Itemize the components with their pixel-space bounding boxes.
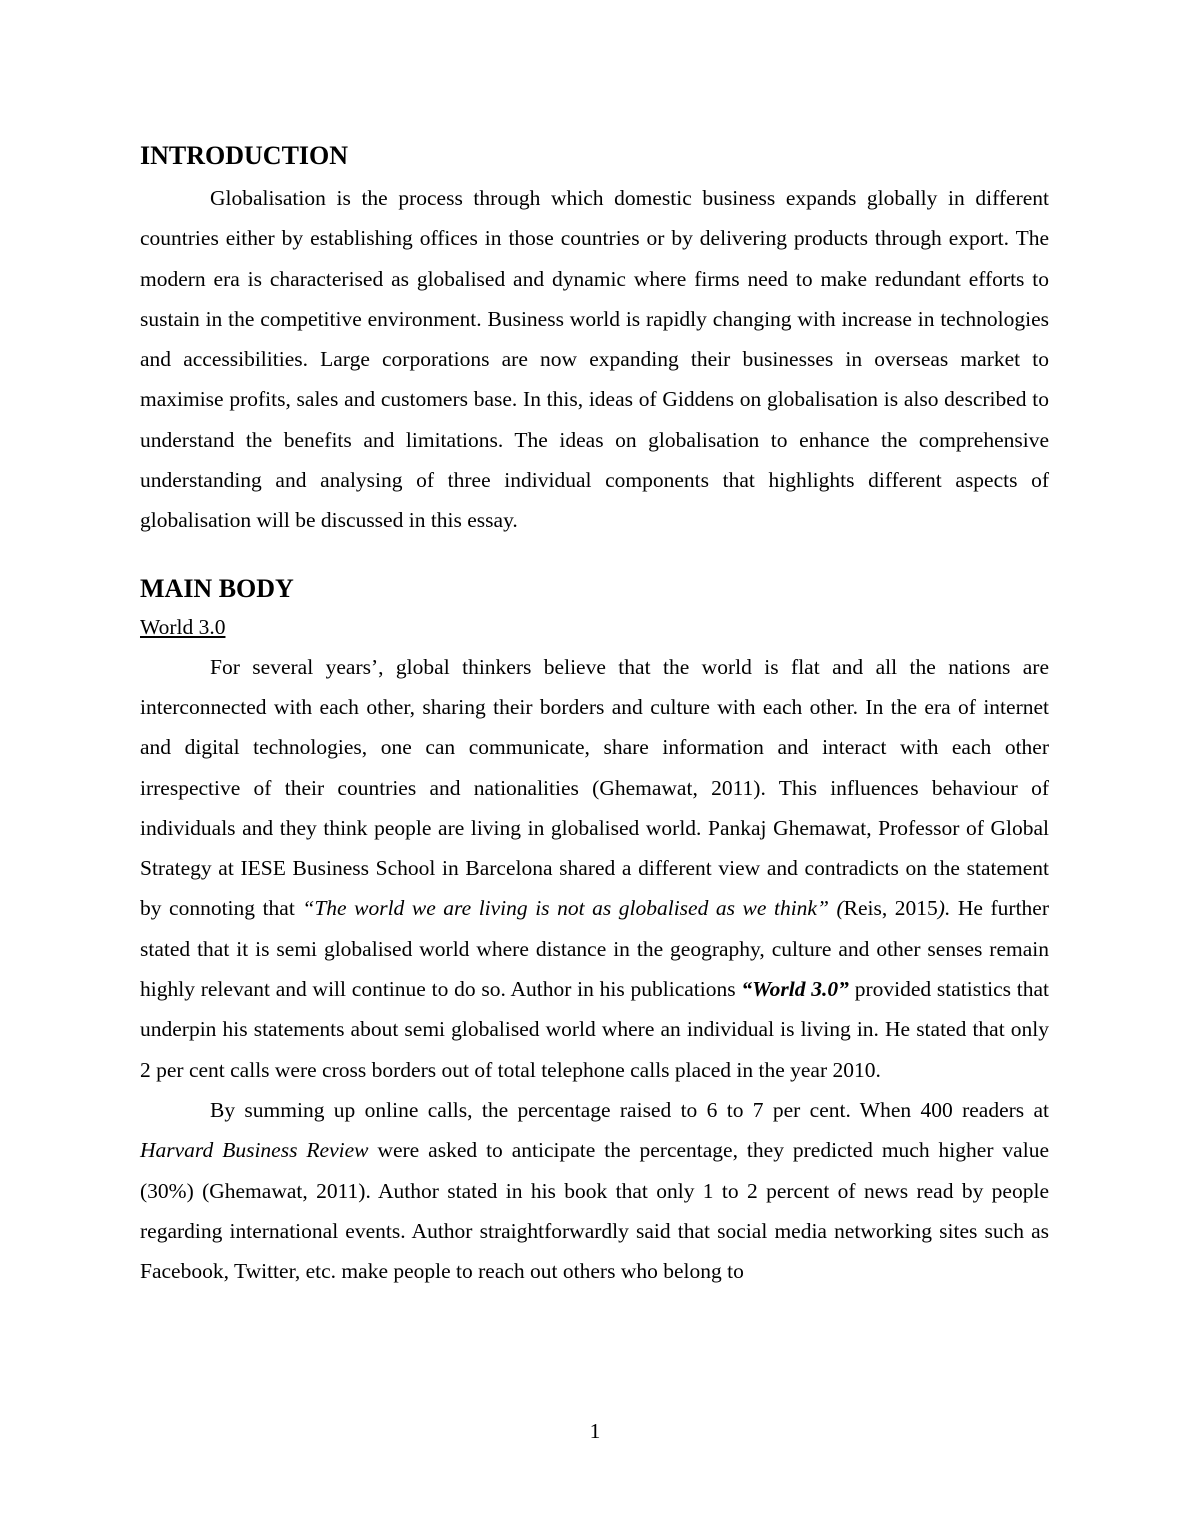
main-body-paragraph-1 — [140, 647, 1049, 1090]
p1-citation-close: ). — [937, 896, 951, 921]
p1-text-part2: He further stated that it is semi globalised world where distance in the geography, culture and other senses remain highly relevant and will continue to do so. Author in his publications — [140, 896, 1049, 1002]
p1-citation: Reis, 2015 — [843, 896, 938, 921]
p1-quote: “The world we are living is not as globalised as we think” ( — [302, 896, 844, 921]
world-3-subheading: World 3.0 — [140, 614, 226, 639]
p1-text-part1: For several years’, global thinkers believe that the world is flat and all the nations are interconnected with each other, sharing their borders and culture with each other. In the era of internet and digital technologies, one can communicate, share information and interact with each other irrespective of their countries and nationalities (Ghemawat, 2011). This influences behaviour of individuals and they think people are living in globalised world. Pankaj Ghemawat, Professor of Global Strategy at IESE Business School in Barcelona shared a different view and contradicts on the statement by connoting that — [140, 654, 1049, 921]
main-body-heading: MAIN BODY — [140, 573, 294, 603]
introduction-paragraph: Globalisation is the process through which domestic business expands globally in different countries either by establishing offices in those countries or by delivering products through export. The modern era is characterised as globalised and dynamic where firms need to make redundant efforts to sustain in the competitive environment. Business world is rapidly changing with increase in technologies and accessibilities. Large corporations are now expanding their businesses in overseas market to maximise profits, sales and customers base. In this, ideas of Giddens on globalisation is also described to understand the benefits and limitations. The ideas on globalisation to enhance the comprehensive understanding and analysing of three individual components that highlights different aspects of globalisation will be discussed in this essay. — [140, 186, 1049, 533]
p2-text-part2: were asked to anticipate the percentage, they predicted much higher value (30%) (Ghemawat, 2011). Author stated in his book that only 1 to 2 percent of news read by people regarding international events. Author straightforwardly said that social media networking sites such as Facebook, Twitter, etc. make people to reach out others who belong to — [140, 1138, 1049, 1284]
main-body-paragraph-2 — [140, 1090, 1049, 1291]
p2-text-part1: By summing up online calls, the percentage raised to 6 to 7 per cent. When 400 readers at — [210, 1097, 1049, 1122]
document-page — [140, 138, 1049, 1291]
introduction-heading: INTRODUCTION — [140, 141, 349, 170]
p2-journal-title: Harvard Business Review — [140, 1138, 369, 1163]
p1-text-part3: provided statistics that underpin his statements about semi globalised world where an individual is living in. He stated that only 2 per cent calls were cross borders out of total telephone calls placed in the year 2010. — [140, 977, 1049, 1082]
page-number: 1 — [589, 1419, 601, 1443]
p1-book-title: “World 3.0” — [741, 977, 849, 1002]
